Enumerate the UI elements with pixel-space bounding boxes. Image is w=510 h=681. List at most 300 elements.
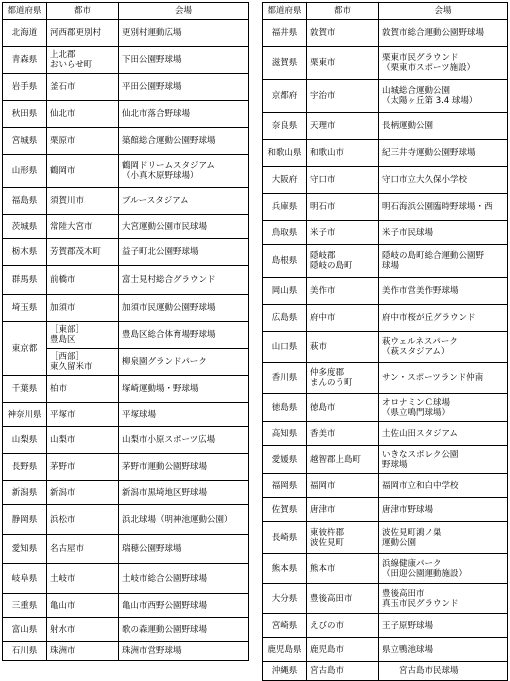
venue-cell [379,554,508,584]
table-row [3,454,249,481]
prefecture-cell: 滋賀県 [263,47,307,80]
city-cell [307,662,379,681]
venue-cell [379,140,508,167]
cell-text-line: ［東部］ [50,325,85,335]
table-row [263,422,508,446]
cell-text-line: 美作市営美作野球場 [382,286,459,296]
cell-text-line: 山梨市小原スポーツ広場 [122,435,216,445]
cell-text-line: 芳賀郡茂木町 [50,247,102,257]
city-cell [47,266,119,295]
cell-text-line: 紀三井寺運動公園野球場 [382,148,476,158]
city-cell [307,614,379,638]
table-row [3,642,249,661]
prefecture-cell: 愛媛県 [263,446,307,474]
venue-cell [379,113,508,140]
venue-cell [379,584,508,614]
cell-text-line: 美作市 [310,286,336,296]
prefecture-cell: 鹿児島県 [263,638,307,662]
prefecture-cell: 奈良県 [263,113,307,140]
cell-text-line: 波佐見町 [310,537,345,548]
venue-cell [119,594,249,618]
cell-text-line: 豊後高田市 [382,588,425,599]
header-city: 都市 [47,3,119,20]
table-row [3,188,249,215]
city-cell [307,446,379,474]
cell-text-line: えびの市 [310,620,345,631]
cell-text-line: サン・スポーツランド仲南 [382,373,484,383]
city-cell [47,74,119,101]
cell-text-line: 運動公園 [382,537,417,548]
cell-text-line: 香美市 [310,428,336,439]
prefecture-cell: 大分県 [263,584,307,614]
venue-cell [119,128,249,155]
prefecture-cell: 沖縄県 [263,662,307,681]
venue-cell [379,522,508,554]
city-cell [47,505,119,535]
prefecture-cell: 高知県 [263,422,307,446]
prefecture-cell: 群馬県 [3,266,47,295]
cell-text-line: 米子市民球場 [382,227,434,238]
cell-text-line: 益子町北公園野球場 [122,247,199,257]
cell-text-line: 豊島区総合体育場野球場 [122,330,216,340]
table-row [263,305,508,332]
cell-text-line: 鹿児島市 [310,644,345,655]
venue-cell [379,614,508,638]
table-row [263,474,508,498]
venue-cell [379,394,508,422]
cell-text-line: （県立鳴門球場） [382,407,451,418]
venue-cell [119,188,249,215]
cell-text-line: 亀山市 [50,600,76,611]
cell-text-line: 東久留米市 [50,362,93,372]
cell-text-line: 平塚球場 [122,409,157,420]
prefecture-cell: 山形県 [3,155,47,188]
table-row [3,564,249,594]
cell-text-line: 浜松市 [50,514,76,525]
venue-cell [379,245,508,278]
prefecture-cell: 山口県 [263,332,307,363]
venue-cell [379,498,508,522]
venue-cell [379,446,508,474]
cell-text-line: まんのう町 [310,378,353,388]
city-cell [47,155,119,188]
prefecture-cell: 千葉県 [3,376,47,403]
venue-cell [379,363,508,394]
venue-cell [119,535,249,564]
city-cell [307,498,379,522]
table-row [3,155,249,188]
cell-text-line: 福岡市立和白中学校 [382,480,459,491]
prefecture-cell: 香川県 [263,363,307,394]
cell-text-line: いきなスポレク公園 [382,449,459,460]
header-city: 都市 [307,3,379,20]
table-row [3,239,249,266]
venue-cell [119,322,249,349]
cell-text-line: 鶴岡ドリームスタジアム [122,161,215,171]
table-row [3,481,249,505]
cell-text-line: 仙北市落合野球場 [122,109,191,119]
cell-text-line: 天理市 [310,121,336,131]
venue-cell [379,332,508,363]
table-row [3,74,249,101]
cell-text-line: 新潟市 [50,487,76,498]
cell-text-line: 大宮運動公園市民球場 [122,221,208,232]
venue-cell [379,638,508,662]
table-row [263,113,508,140]
cell-text-line: 宮古島市民球場 [382,666,459,676]
city-cell [47,642,119,661]
venue-cell [379,47,508,80]
table-row [3,295,249,322]
cell-text-line: 豊後高田市 [310,593,353,604]
table-row [3,427,249,454]
city-cell [47,427,119,454]
cell-text-line: 土佐山田スタジアム [382,428,458,439]
table-row [3,322,249,349]
cell-text-line: 越智郡上島町 [310,454,362,465]
cell-text-line: （田迎公園運動施設） [382,568,468,579]
cell-text-line: （萩スタジアム） [382,347,450,357]
table-row [3,266,249,295]
prefecture-cell: 鳥取県 [263,221,307,245]
venue-cell [119,155,249,188]
prefecture-cell: 宮城県 [3,128,47,155]
cell-text-line: 築館総合運動公園野球場 [122,136,216,146]
table-row [263,662,508,681]
cell-text-line: 球場 [382,261,400,271]
cell-text-line: 珠洲市 [50,646,76,656]
city-cell [307,474,379,498]
table-row [263,20,508,47]
cell-text-line: 王子原野球場 [382,620,434,631]
city-cell [307,278,379,305]
prefecture-cell: 岩手県 [3,74,47,101]
venue-cell [379,422,508,446]
table-row [263,194,508,221]
city-cell [307,332,379,363]
venue-cell [119,505,249,535]
table-row [263,522,508,554]
venue-cell [119,427,249,454]
cell-text-line: 波佐見町鴻ノ巣 [382,527,442,538]
prefecture-cell: 三重県 [3,594,47,618]
venue-cell [119,349,249,376]
table-row [3,594,249,618]
cell-text-line: 須賀川市 [50,196,85,206]
table-row [263,446,508,474]
city-cell [307,47,379,80]
prefecture-cell: 熊本県 [263,554,307,584]
cell-text-line: 豊島区 [50,335,76,345]
cell-text-line: 長柄運動公園 [382,121,434,131]
table-row [263,554,508,584]
cell-text-line: 射水市 [50,624,76,635]
cell-text-line: 野球場 [382,459,408,470]
cell-text-line: 常陸大宮市 [50,221,93,232]
cell-text-line: 栗東市 [310,58,336,68]
prefecture-cell: 石川県 [3,642,47,661]
cell-text-line: 平塚市 [50,409,76,420]
table-row [3,215,249,239]
venue-cell [379,167,508,194]
venue-cell [119,642,249,661]
prefecture-cell: 愛知県 [3,535,47,564]
city-cell [307,584,379,614]
cell-text-line: 瑞穂公園野球場 [122,544,182,554]
cell-text-line: 熊本市 [310,563,336,574]
prefecture-cell: 埼玉県 [3,295,47,322]
table-row [263,363,508,394]
cell-text-line: 鶴岡市 [50,166,76,176]
prefecture-cell: 長崎県 [263,522,307,554]
cell-text-line: 山城総合運動公園 [382,86,451,96]
cell-text-line: 栗原市 [50,136,76,146]
header-venue: 会場 [379,3,508,20]
venue-cell [119,74,249,101]
prefecture-cell: 佐賀県 [263,498,307,522]
venue-table-left [2,2,249,661]
city-cell [307,394,379,422]
city-cell [307,167,379,194]
prefecture-cell: 青森県 [3,47,47,74]
city-cell [47,188,119,215]
cell-text-line: 米子市 [310,227,336,238]
city-cell [47,20,119,47]
table-row [263,140,508,167]
cell-text-line: 仲多度郡 [310,368,345,378]
cell-text-line: 河西郡更別村 [50,28,102,38]
venue-cell [119,618,249,642]
cell-text-line: 釜石市 [50,82,76,92]
table-row [263,80,508,113]
table-row [263,245,508,278]
prefecture-cell: 岡山県 [263,278,307,305]
city-cell [47,47,119,74]
cell-text-line: おいらせ町 [50,60,93,70]
table-row [263,498,508,522]
city-cell [47,594,119,618]
table-row [263,47,508,80]
city-cell [307,80,379,113]
cell-text-line: 萩市 [310,342,328,352]
cell-text-line: 名古屋市 [50,544,85,554]
city-cell [307,305,379,332]
prefecture-cell: 山梨県 [3,427,47,454]
prefecture-cell: 栃木県 [3,239,47,266]
prefecture-cell: 福井県 [263,20,307,47]
venue-cell [119,295,249,322]
cell-text-line: 府中市 [310,313,336,323]
table-row [3,20,249,47]
city-cell [307,221,379,245]
header-prefecture: 都道府県 [263,3,307,20]
cell-text-line: オロナミンＣ球場 [382,397,451,408]
table-row [3,101,249,128]
cell-text-line: （栗東市スポーツ施設） [382,63,476,73]
cell-text-line: 富士見村総合グラウンド [122,275,216,285]
header-prefecture: 都道府県 [3,3,47,20]
cell-text-line: 隠岐の島町 [310,261,353,271]
city-cell [47,481,119,505]
prefecture-cell: 富山県 [3,618,47,642]
cell-text-line: 唐津市野球場 [382,504,434,515]
cell-text-line: 萩ウェルネスパーク [382,337,458,347]
cell-text-line: 歌の森運動公園野球場 [122,624,208,635]
venue-cell [119,376,249,403]
prefecture-cell: 岐阜県 [3,564,47,594]
cell-text-line: 平田公園野球場 [122,82,182,92]
header-venue: 会場 [119,3,249,20]
city-cell [47,101,119,128]
table-row [263,221,508,245]
venue-cell [119,239,249,266]
prefecture-cell: 大阪府 [263,167,307,194]
venue-cell [119,454,249,481]
cell-text-line: 隠岐の島町総合運動公園野 [382,251,485,261]
cell-text-line: （小真木原野球場） [122,171,199,181]
cell-text-line: 更別村運動広場 [122,28,182,38]
city-cell [307,20,379,47]
prefecture-cell: 島根県 [263,245,307,278]
prefecture-cell: 新潟県 [3,481,47,505]
cell-text-line: 和歌山市 [310,148,345,158]
venue-cell [119,215,249,239]
cell-text-line: 敦賀市総合運動公園野球場 [382,28,485,38]
venue-cell [119,403,249,427]
cell-text-line: 山梨市 [50,435,76,445]
cell-text-line: 浜線健康パーク [382,558,442,569]
venue-cell [379,80,508,113]
table-row [3,535,249,564]
city-cell [47,215,119,239]
table-row [263,167,508,194]
city-cell [47,618,119,642]
city-cell [307,554,379,584]
prefecture-cell: 秋田県 [3,101,47,128]
venue-cell [379,221,508,245]
city-cell [307,245,379,278]
city-cell [47,454,119,481]
city-cell [47,322,119,349]
cell-text-line: 守口市 [310,175,336,185]
cell-text-line: 土岐市総合公園野球場 [122,573,208,584]
table-row [263,278,508,305]
table-row [263,584,508,614]
venue-cell [379,662,508,681]
city-cell [47,376,119,403]
prefecture-cell: 長野県 [3,454,47,481]
city-cell [47,295,119,322]
cell-text-line: 上北郡 [50,50,76,60]
cell-text-line: ［西部］ [50,352,85,362]
cell-text-line: 柳泉園グランドパーク [122,357,207,367]
prefecture-cell: 宮崎県 [263,614,307,638]
cell-text-line: 加須市 [50,303,76,313]
city-cell [307,363,379,394]
cell-text-line: 茅野市 [50,462,76,472]
cell-text-line: 福岡市 [310,480,336,491]
venue-cell [119,47,249,74]
city-cell [307,113,379,140]
venue-cell [119,266,249,295]
table-row [3,376,249,403]
cell-text-line: 浜北球場（明神池運動公園） [122,514,233,525]
table-row [263,394,508,422]
prefecture-cell: 広島県 [263,305,307,332]
cell-text-line: 東彼杵郡 [310,527,345,538]
cell-text-line: 明石海浜公園臨時野球場・西 [382,202,493,212]
table-row [263,614,508,638]
venue-cell [119,20,249,47]
prefecture-cell: 福島県 [3,188,47,215]
city-cell [47,349,119,376]
city-cell [47,403,119,427]
table-header-row [3,3,249,20]
prefecture-cell: 京都府 [263,80,307,113]
prefecture-cell: 茨城県 [3,215,47,239]
city-cell [307,140,379,167]
table-row [263,332,508,363]
cell-text-line: （太陽ヶ丘第 3.4 球場） [382,96,478,106]
table-row [3,47,249,74]
city-cell [47,128,119,155]
prefecture-cell: 福岡県 [263,474,307,498]
venue-cell [119,564,249,594]
table-row [3,128,249,155]
cell-text-line: 真玉市民グラウンド [382,598,459,609]
city-cell [307,194,379,221]
table-row [263,638,508,662]
prefecture-cell: 東京都 [3,322,47,376]
cell-text-line: 明石市 [310,202,336,212]
city-cell [307,422,379,446]
cell-text-line: 亀山市西野公園野球場 [122,600,208,611]
cell-text-line: 栗東市民グラウンド [382,53,459,63]
prefecture-cell: 徳島県 [263,394,307,422]
venue-cell [379,474,508,498]
venue-table-right [262,2,508,681]
venue-cell [379,20,508,47]
cell-text-line: ブルースタジアム [122,196,189,206]
table-header-row [263,3,508,20]
prefecture-cell: 神奈川県 [3,403,47,427]
table-row [3,618,249,642]
cell-text-line: 宮古島市 [310,666,345,676]
cell-text-line: 前橋市 [50,275,76,285]
city-cell [47,239,119,266]
cell-text-line: 新潟市黒埼地区野球場 [122,487,208,498]
cell-text-line: 茅野市運動公園野球場 [122,462,208,472]
cell-text-line: 珠洲市営野球場 [122,646,182,656]
cell-text-line: 徳島市 [310,402,336,413]
city-cell [307,638,379,662]
cell-text-line: 守口市立大久保小学校 [382,175,468,185]
cell-text-line: 下田公園野球場 [122,55,182,65]
table-row [3,505,249,535]
venue-cell [379,305,508,332]
prefecture-cell: 静岡県 [3,505,47,535]
venue-cell [119,481,249,505]
venue-cell [379,278,508,305]
cell-text-line: 県立鴨池球場 [382,644,434,655]
city-cell [47,535,119,564]
table-row [3,403,249,427]
cell-text-line: 土岐市 [50,573,76,584]
venue-cell [119,101,249,128]
cell-text-line: 府中市桜が丘グラウンド [382,313,476,323]
cell-text-line: 柏市 [50,384,68,394]
cell-text-line: 隠岐郡 [310,251,336,261]
